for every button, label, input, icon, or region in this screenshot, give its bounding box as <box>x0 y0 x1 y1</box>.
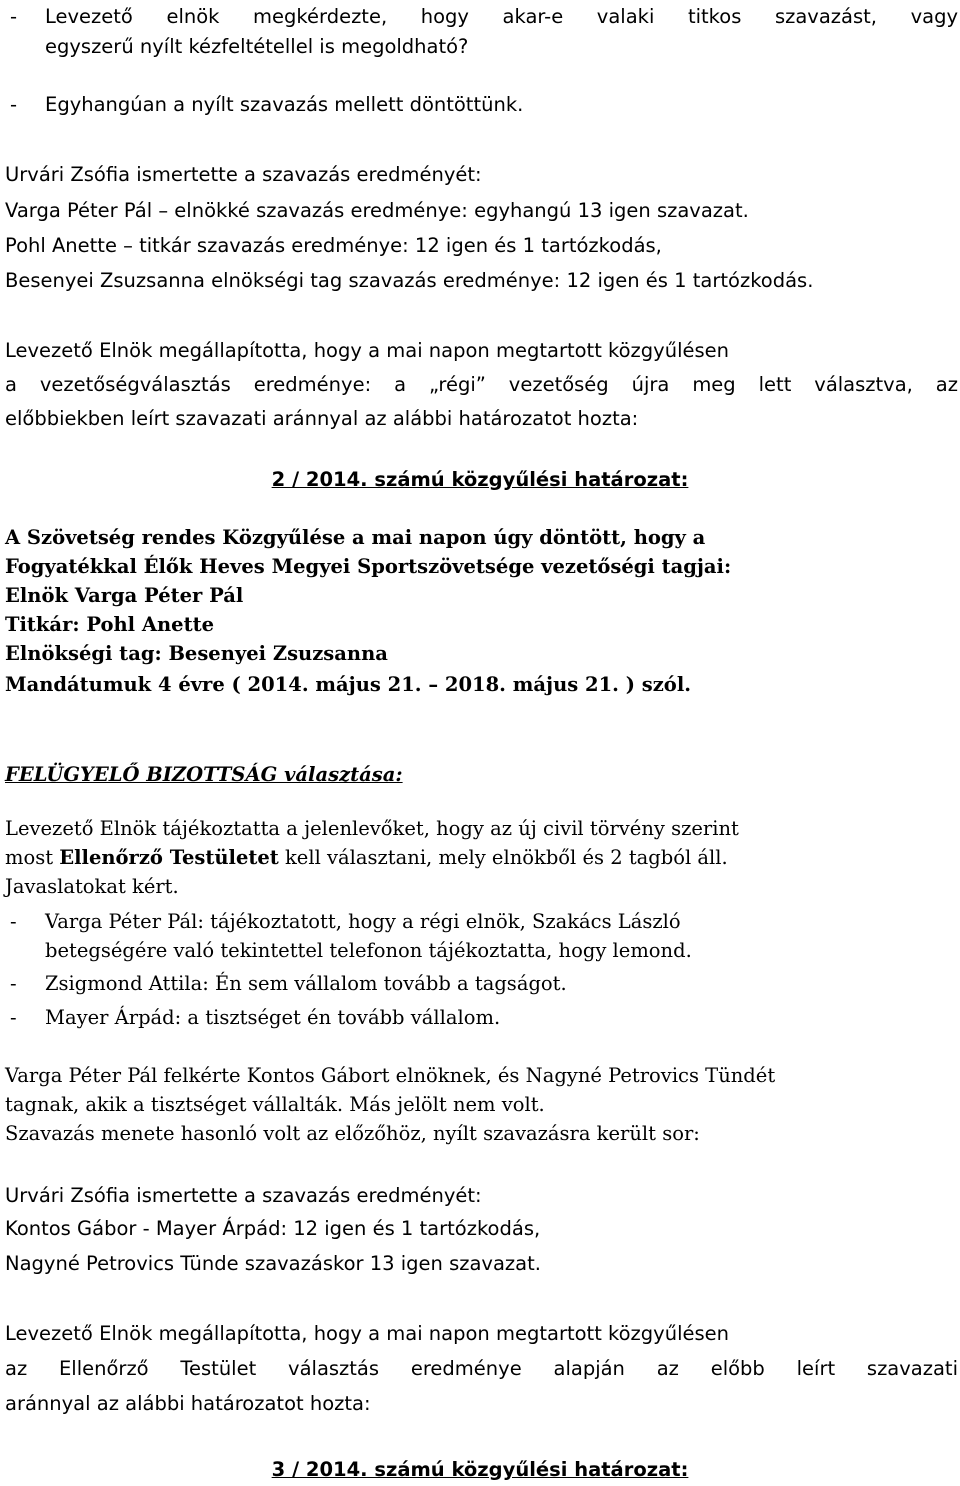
resolution-text: Fogyatékkal Élők Heves Megyei Sportszövetsége vezetőségi tagjai: <box>5 555 732 578</box>
finding-line: Levezető Elnök megállapította, hogy a mai napon megtartott közgyűlésen <box>5 1322 730 1345</box>
vote-result-line: Kontos Gábor - Mayer Árpád: 12 igen és 1 tartózkodás, <box>5 1217 541 1240</box>
body-line: Varga Péter Pál felkérte Kontos Gábort elnöknek, és Nagyné Petrovics Tündét <box>5 1064 776 1087</box>
resolution-text: Elnökségi tag: Besenyei Zsuzsanna <box>5 642 388 665</box>
resolution-text: A Szövetség rendes Közgyűlése a mai napon úgy döntött, hogy a <box>5 526 706 549</box>
bullet-dash: - <box>10 93 18 116</box>
vote-result-line: Varga Péter Pál – elnökké szavazás eredménye: egyhangú 13 igen szavazat. <box>5 199 749 222</box>
bullet-text: Zsigmond Attila: Én sem vállalom tovább a tagságot. <box>45 972 567 995</box>
bullet-text: egyszerű nyílt kézfeltétellel is megoldható? <box>45 35 469 58</box>
emphasis-text: Ellenőrző Testületet <box>59 846 279 869</box>
bullet-text: Varga Péter Pál: tájékoztatott, hogy a régi elnök, Szakács László <box>45 910 681 933</box>
body-text: kell választani, mely elnökből és 2 tagból áll. <box>278 846 728 869</box>
bullet-text: Levezető elnök megkérdezte, hogy akar-e valaki titkos szavazást, vagy <box>45 5 958 28</box>
finding-line: aránnyal az alábbi határozatot hozta: <box>5 1392 371 1415</box>
resolution-text: Mandátumuk 4 évre ( 2014. május 21. – 2018. május 21. ) szól. <box>5 673 692 696</box>
bullet-dash: - <box>10 5 18 28</box>
bullet-dash: - <box>10 972 17 995</box>
bullet-text: Egyhangúan a nyílt szavazás mellett döntöttünk. <box>45 93 524 116</box>
finding-line: előbbiekben leírt szavazati aránnyal az alábbi határozatot hozta: <box>5 407 639 430</box>
vote-result-line: Nagyné Petrovics Tünde szavazáskor 13 igen szavazat. <box>5 1252 541 1275</box>
finding-line: Levezető Elnök megállapította, hogy a mai napon megtartott közgyűlésen <box>5 339 730 362</box>
body-line <box>5 843 958 873</box>
body-line: Javaslatokat kért. <box>5 875 179 898</box>
vote-result-line: Besenyei Zsuzsanna elnökségi tag szavazás eredménye: 12 igen és 1 tartózkodás. <box>5 269 814 292</box>
vote-result-intro: Urvári Zsófia ismertette a szavazás eredményét: <box>5 1184 482 1207</box>
resolution-heading: 2 / 2014. számú közgyűlési határozat: <box>271 468 689 491</box>
bullet-dash: - <box>10 910 17 933</box>
finding-line: a vezetőségválasztás eredménye: a „régi” vezetőség újra meg lett választva, az <box>5 373 958 396</box>
finding-line: az Ellenőrző Testület választás eredménye alapján az előbb leírt szavazati <box>5 1357 958 1380</box>
section-heading: FELÜGYELŐ BIZOTTSÁG választása: <box>5 763 403 786</box>
bullet-dash: - <box>10 1006 17 1029</box>
resolution-text: Elnök Varga Péter Pál <box>5 584 244 607</box>
resolution-heading: 3 / 2014. számú közgyűlési határozat: <box>271 1458 689 1481</box>
vote-result-intro: Urvári Zsófia ismertette a szavazás eredményét: <box>5 163 482 186</box>
body-line: Szavazás menete hasonló volt az előzőhöz, nyílt szavazásra került sor: <box>5 1122 700 1145</box>
body-text: most <box>5 846 60 869</box>
resolution-text: Titkár: Pohl Anette <box>5 613 214 636</box>
bullet-text: Mayer Árpád: a tisztséget én tovább vállalom. <box>45 1006 501 1029</box>
body-line: tagnak, akik a tisztséget vállalták. Más jelölt nem volt. <box>5 1093 545 1116</box>
vote-result-line: Pohl Anette – titkár szavazás eredménye: 12 igen és 1 tartózkodás, <box>5 234 662 257</box>
body-line: Levezető Elnök tájékoztatta a jelenlevőket, hogy az új civil törvény szerint <box>5 817 739 840</box>
bullet-text: betegségére való tekintettel telefonon tájékoztatta, hogy lemond. <box>45 939 692 962</box>
